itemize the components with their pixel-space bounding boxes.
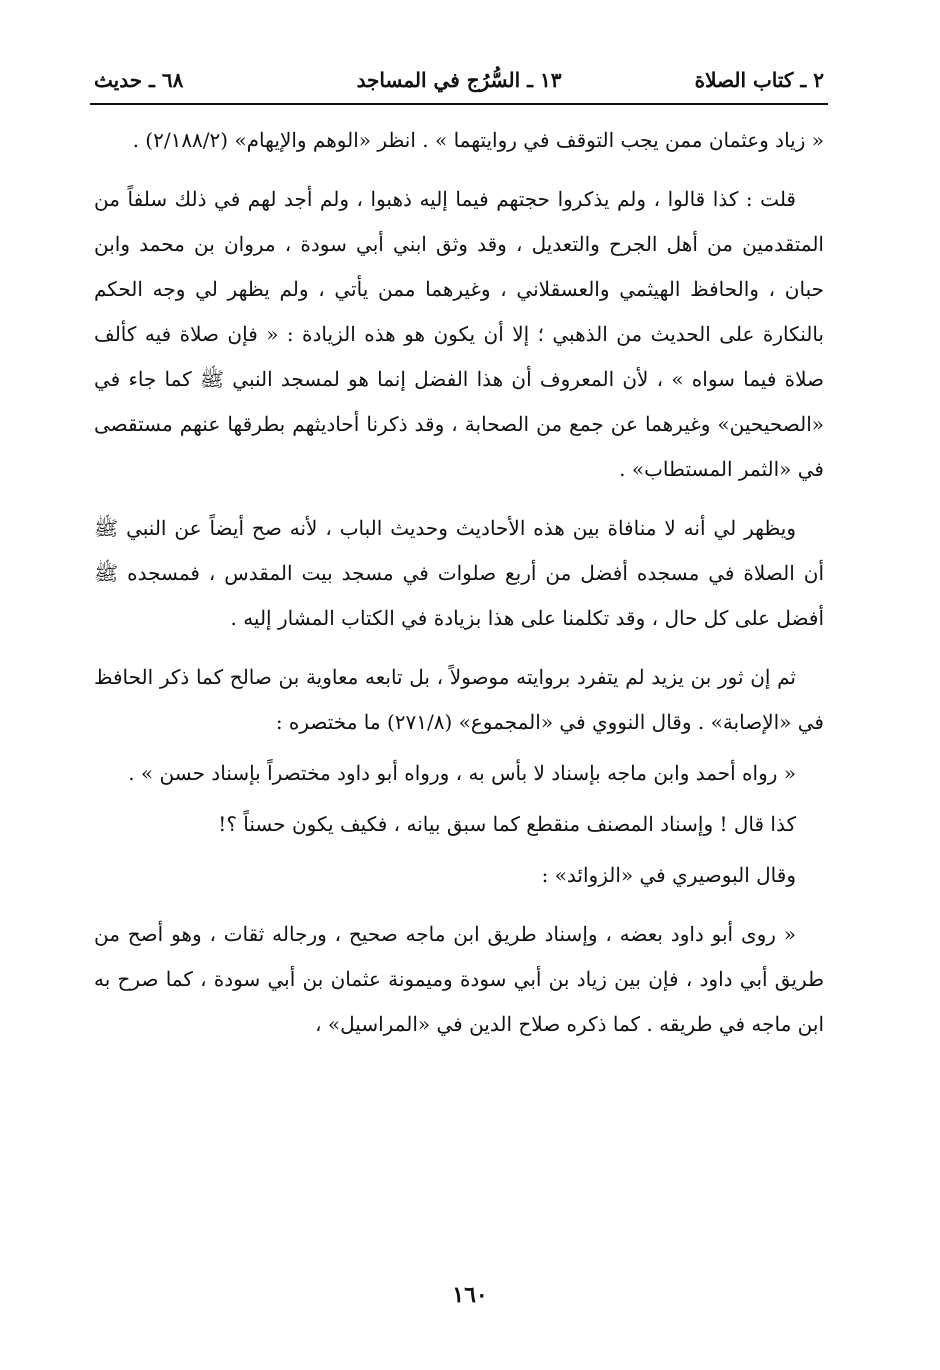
paragraph-no-contradiction: ويظهر لي أنه لا منافاة بين هذه الأحاديث وحديث الباب ، لأنه صح أيضاً عن النبي ﷺ أن الصلاة في مسجده أفضل من أربع صلوات في مسجد بيت المقدس ، فمسجده ﷺ أفضل على كل حال ، وقد تكلمنا على هذا بزيادة في الكتاب المشار إليه . <box>94 516 824 630</box>
header-hadith-number: ٦٨ ـ حديث <box>94 68 184 92</box>
paragraph-refutation: كذا قال ! وإسناد المصنف منقطع كما سبق بيانه ، فكيف يكون حسناً ؟! <box>218 812 796 836</box>
paragraph-qultu: قلت : كذا قالوا ، ولم يذكروا حجتهم فيما إليه ذهبوا ، ولم أجد لهم في ذلك سلفاً من المتقدمين من أهل الجرح والتعديل ، وقد وثق ابني أبي سودة ، مروان بن محمد وابن حبان ، والحافظ الهيثمي والعسقلاني ، وغيرهما ممن يأتي ، ولم يظهر لي وجه الحكم بالنكارة على الحديث من الذهبي ؛ إلا أن يكون هو هذه الزيادة : « فإن صلاة فيه كألف صلاة فيما سواه » ، لأن المعروف أن هذا الفضل إنما هو لمسجد النبي ﷺ كما جاء في «الصحيحين» وغيرهما عن جمع من الصحابة ، وقد ذكرنا أحاديثهم بطرقها عنهم مستقصى في «الثمر المستطاب» . <box>94 187 824 481</box>
paragraph-thawr-follow-up: ثم إن ثور بن يزيد لم يتفرد بروايته موصولاً ، بل تابعه معاوية بن صالح كما ذكر الحافظ في «الإصابة» . وقال النووي في «المجموع» (٢٧١/٨) ما مختصره : <box>94 665 824 734</box>
paragraph-continuation: « زياد وعثمان ممن يجب التوقف في روايتهما » . انظر «الوهم والإيهام» (٢/١٨٨/٢) . <box>132 128 824 152</box>
header-book-title: ٢ ـ كتاب الصلاة <box>694 68 824 92</box>
header-chapter-title: ١٣ ـ السُّرُج في المساجد <box>356 68 562 92</box>
running-header <box>94 66 824 102</box>
page-body <box>94 118 824 1047</box>
paragraph-nawawi-quote: « رواه أحمد وابن ماجه بإسناد لا بأس به ، ورواه أبو داود مختصراً بإسناد حسن » . <box>128 761 796 785</box>
paragraph-busiri-quote: « روى أبو داود بعضه ، وإسناد طريق ابن ماجه صحيح ، ورجاله ثقات ، وهو أصح من طريق أبي داود ، فإن بين زياد بن أبي سودة وميمونة عثمان بن أبي سودة ، كما صرح به ابن ماجه في طريقه . كما ذكره صلاح الدين في «المراسيل» ، <box>94 922 824 1036</box>
paragraph-busiri-intro: وقال البوصيري في «الزوائد» : <box>541 863 796 887</box>
header-rule <box>90 103 828 105</box>
page-number: ١٦٠ <box>452 1282 488 1308</box>
